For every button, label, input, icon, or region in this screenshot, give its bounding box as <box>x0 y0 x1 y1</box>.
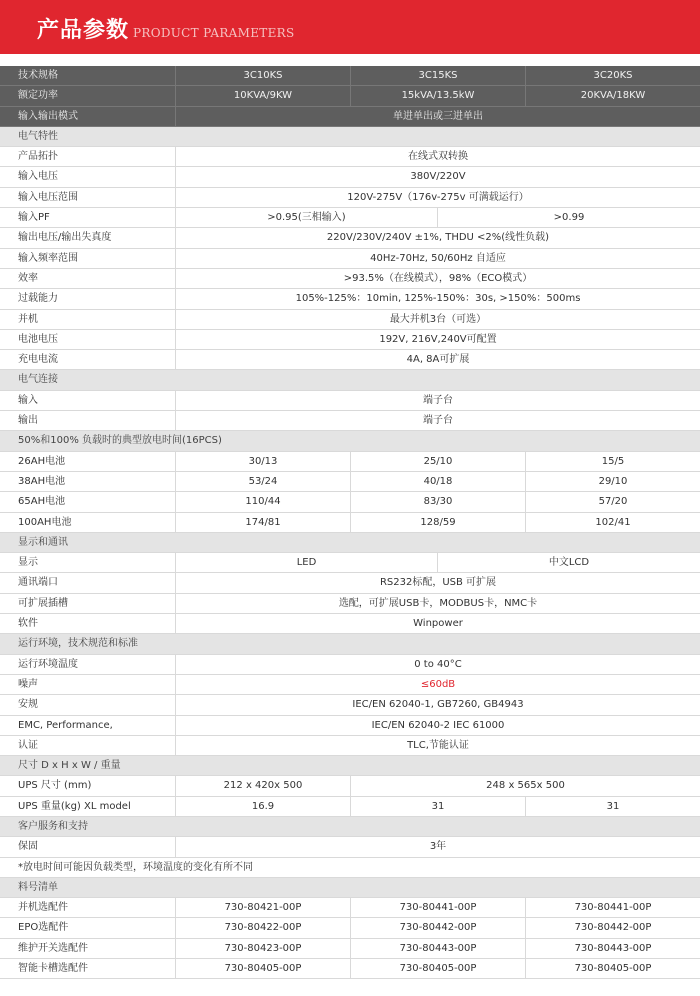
table-row <box>0 269 700 289</box>
table-row <box>0 918 700 938</box>
cell: 730-80405-00P <box>525 959 700 978</box>
row-label: 安规 <box>18 699 38 711</box>
cell: 730-80421-00P <box>175 898 350 917</box>
cell: >93.5%（在线模式），98%（ECO模式） <box>175 269 700 288</box>
cell: 3年 <box>175 837 700 856</box>
table-row <box>0 167 700 187</box>
cell: 730-80443-00P <box>350 939 525 958</box>
cell: LED <box>175 553 437 572</box>
row-label: 38AH电池 <box>18 475 66 487</box>
row-label: UPS 重量(kg) XL model <box>18 800 131 812</box>
row-label: 可扩展插槽 <box>18 597 68 609</box>
section-header: 运行环境，技术规范和标准 <box>0 634 700 654</box>
cell: 380V/220V <box>175 167 700 186</box>
table-row <box>0 107 700 127</box>
cell: 730-80405-00P <box>175 959 350 978</box>
row-label: 认证 <box>18 739 38 751</box>
cell: 3C15KS <box>350 66 525 85</box>
table-row <box>0 391 700 411</box>
row-label: 输出 <box>18 415 38 427</box>
section-header: 客户服务和支持 <box>0 817 700 837</box>
cell: 730-80442-00P <box>525 918 700 937</box>
row-label: 输入频率范围 <box>18 252 78 264</box>
row-label: 智能卡槽选配件 <box>18 963 88 975</box>
table-row <box>0 249 700 269</box>
row-label: EMC, Performance, <box>18 719 113 731</box>
row-label: 输入PF <box>18 212 50 224</box>
cell: 730-80405-00P <box>350 959 525 978</box>
cell: >0.95(三相输入) <box>175 208 437 227</box>
table-row <box>0 492 700 512</box>
table-row <box>0 188 700 208</box>
spec-table <box>0 66 700 979</box>
cell: 248 x 565x 500 <box>350 776 700 795</box>
table-row <box>0 939 700 959</box>
cell: 730-80441-00P <box>525 898 700 917</box>
cell: 0 to 40°C <box>175 655 700 674</box>
row-label: 维护开关选配件 <box>18 942 88 954</box>
row-label: 100AH电池 <box>18 516 72 528</box>
cell: ≤60dB <box>175 675 700 694</box>
cell: 105%-125%：10min, 125%-150%：30s, >150%：500ms <box>175 289 700 308</box>
row-label: 26AH电池 <box>18 455 66 467</box>
row-label: 65AH电池 <box>18 496 66 508</box>
section-header: 料号清单 <box>0 878 700 898</box>
row-label: 技术规格 <box>18 70 58 81</box>
section-header: 电气连接 <box>0 370 700 390</box>
table-row <box>0 716 700 736</box>
cell: 最大并机3台（可选） <box>175 310 700 329</box>
table-row <box>0 350 700 370</box>
cell: 4A, 8A可扩展 <box>175 350 700 369</box>
row-label: 通讯端口 <box>18 577 58 589</box>
row-label: 并机选配件 <box>18 902 68 914</box>
table-row <box>0 614 700 634</box>
cell: 128/59 <box>350 513 525 532</box>
cell: TLC,节能认证 <box>175 736 700 755</box>
cell: 730-80442-00P <box>350 918 525 937</box>
table-row <box>0 776 700 796</box>
row-label: 输入电压范围 <box>18 191 78 203</box>
table-row <box>0 208 700 228</box>
cell: 单进单出或三进单出 <box>175 107 700 126</box>
cell: 102/41 <box>525 513 700 532</box>
page-subtitle: PRODUCT PARAMETERS <box>133 26 295 40</box>
row-label: 并机 <box>18 313 38 325</box>
row-label: 输入输出模式 <box>18 110 78 122</box>
table-row <box>0 289 700 309</box>
row-label: 产品拓扑 <box>18 151 58 163</box>
cell: 83/30 <box>350 492 525 511</box>
cell: 31 <box>350 797 525 816</box>
table-row <box>0 594 700 614</box>
section-header: 尺寸 D x H x W / 重量 <box>0 756 700 776</box>
cell: 29/10 <box>525 472 700 491</box>
table-row <box>0 472 700 492</box>
cell: 端子台 <box>175 411 700 430</box>
cell: 220V/230V/240V ±1%, THDU <2%(线性负载) <box>175 228 700 247</box>
cell: IEC/EN 62040-1, GB7260, GB4943 <box>175 695 700 714</box>
row-label: 噪声 <box>18 678 38 690</box>
table-row <box>0 228 700 248</box>
cell: RS232标配，USB 可扩展 <box>175 573 700 592</box>
table-row <box>0 86 700 106</box>
cell: 730-80423-00P <box>175 939 350 958</box>
table-row <box>0 310 700 330</box>
table-row <box>0 513 700 533</box>
cell: 选配，可扩展USB卡，MODBUS卡，NMC卡 <box>175 594 700 613</box>
cell: 端子台 <box>175 391 700 410</box>
row-label: 运行环境温度 <box>18 658 78 670</box>
row-label: 电池电压 <box>18 333 58 345</box>
cell: Winpower <box>175 614 700 633</box>
row-label: 额定功率 <box>18 90 58 102</box>
cell: 在线式双转换 <box>175 147 700 166</box>
cell: 110/44 <box>175 492 350 511</box>
cell: 40Hz-70Hz, 50/60Hz 自适应 <box>175 249 700 268</box>
cell: 30/13 <box>175 452 350 471</box>
table-row <box>0 736 700 756</box>
row-label: 保固 <box>18 841 38 853</box>
cell: 31 <box>525 797 700 816</box>
cell: 212 x 420x 500 <box>175 776 350 795</box>
table-row <box>0 147 700 167</box>
cell: IEC/EN 62040-2 IEC 61000 <box>175 716 700 735</box>
row-label: 显示 <box>18 557 38 569</box>
footnote-row <box>0 858 700 878</box>
table-row <box>0 452 700 472</box>
cell: 53/24 <box>175 472 350 491</box>
table-row <box>0 655 700 675</box>
table-row <box>0 898 700 918</box>
cell: 192V, 216V,240V可配置 <box>175 330 700 349</box>
cell: 20KVA/18KW <box>525 86 700 105</box>
table-row <box>0 553 700 573</box>
row-label: 效率 <box>18 272 38 284</box>
section-header: 电气特性 <box>0 127 700 147</box>
cell: 174/81 <box>175 513 350 532</box>
row-label: 软件 <box>18 618 38 630</box>
row-label: EPO选配件 <box>18 922 69 934</box>
cell: 3C10KS <box>175 66 350 85</box>
cell: 730-80422-00P <box>175 918 350 937</box>
footnote: *放电时间可能因负载类型，环境温度的变化有所不同 <box>18 861 253 873</box>
cell: 10KVA/9KW <box>175 86 350 105</box>
page-header <box>0 0 700 54</box>
cell: 3C20KS <box>525 66 700 85</box>
row-label: 过载能力 <box>18 293 58 305</box>
cell: 25/10 <box>350 452 525 471</box>
section-header: 显示和通讯 <box>0 533 700 553</box>
table-row <box>0 675 700 695</box>
cell: 40/18 <box>350 472 525 491</box>
page-title: 产品参数 <box>37 18 130 43</box>
table-row <box>0 411 700 431</box>
row-label: UPS 尺寸 (mm) <box>18 780 92 792</box>
table-row <box>0 959 700 979</box>
row-label: 输出电压/输出失真度 <box>18 232 112 244</box>
table-row <box>0 330 700 350</box>
cell: 中文LCD <box>437 553 700 572</box>
cell: 15kVA/13.5kW <box>350 86 525 105</box>
cell: 730-80441-00P <box>350 898 525 917</box>
cell: 57/20 <box>525 492 700 511</box>
section-header: 50%和100% 负载时的典型放电时间(16PCS) <box>0 431 700 451</box>
cell: 730-80443-00P <box>525 939 700 958</box>
table-row <box>0 573 700 593</box>
cell: 16.9 <box>175 797 350 816</box>
table-row <box>0 797 700 817</box>
row-label: 充电电流 <box>18 354 58 366</box>
row-label: 输入电压 <box>18 171 58 183</box>
cell: >0.99 <box>437 208 700 227</box>
table-row <box>0 837 700 857</box>
cell: 120V-275V（176v-275v 可满载运行） <box>175 188 700 207</box>
table-row <box>0 695 700 715</box>
cell: 15/5 <box>525 452 700 471</box>
row-label: 输入 <box>18 394 38 406</box>
table-row <box>0 66 700 86</box>
